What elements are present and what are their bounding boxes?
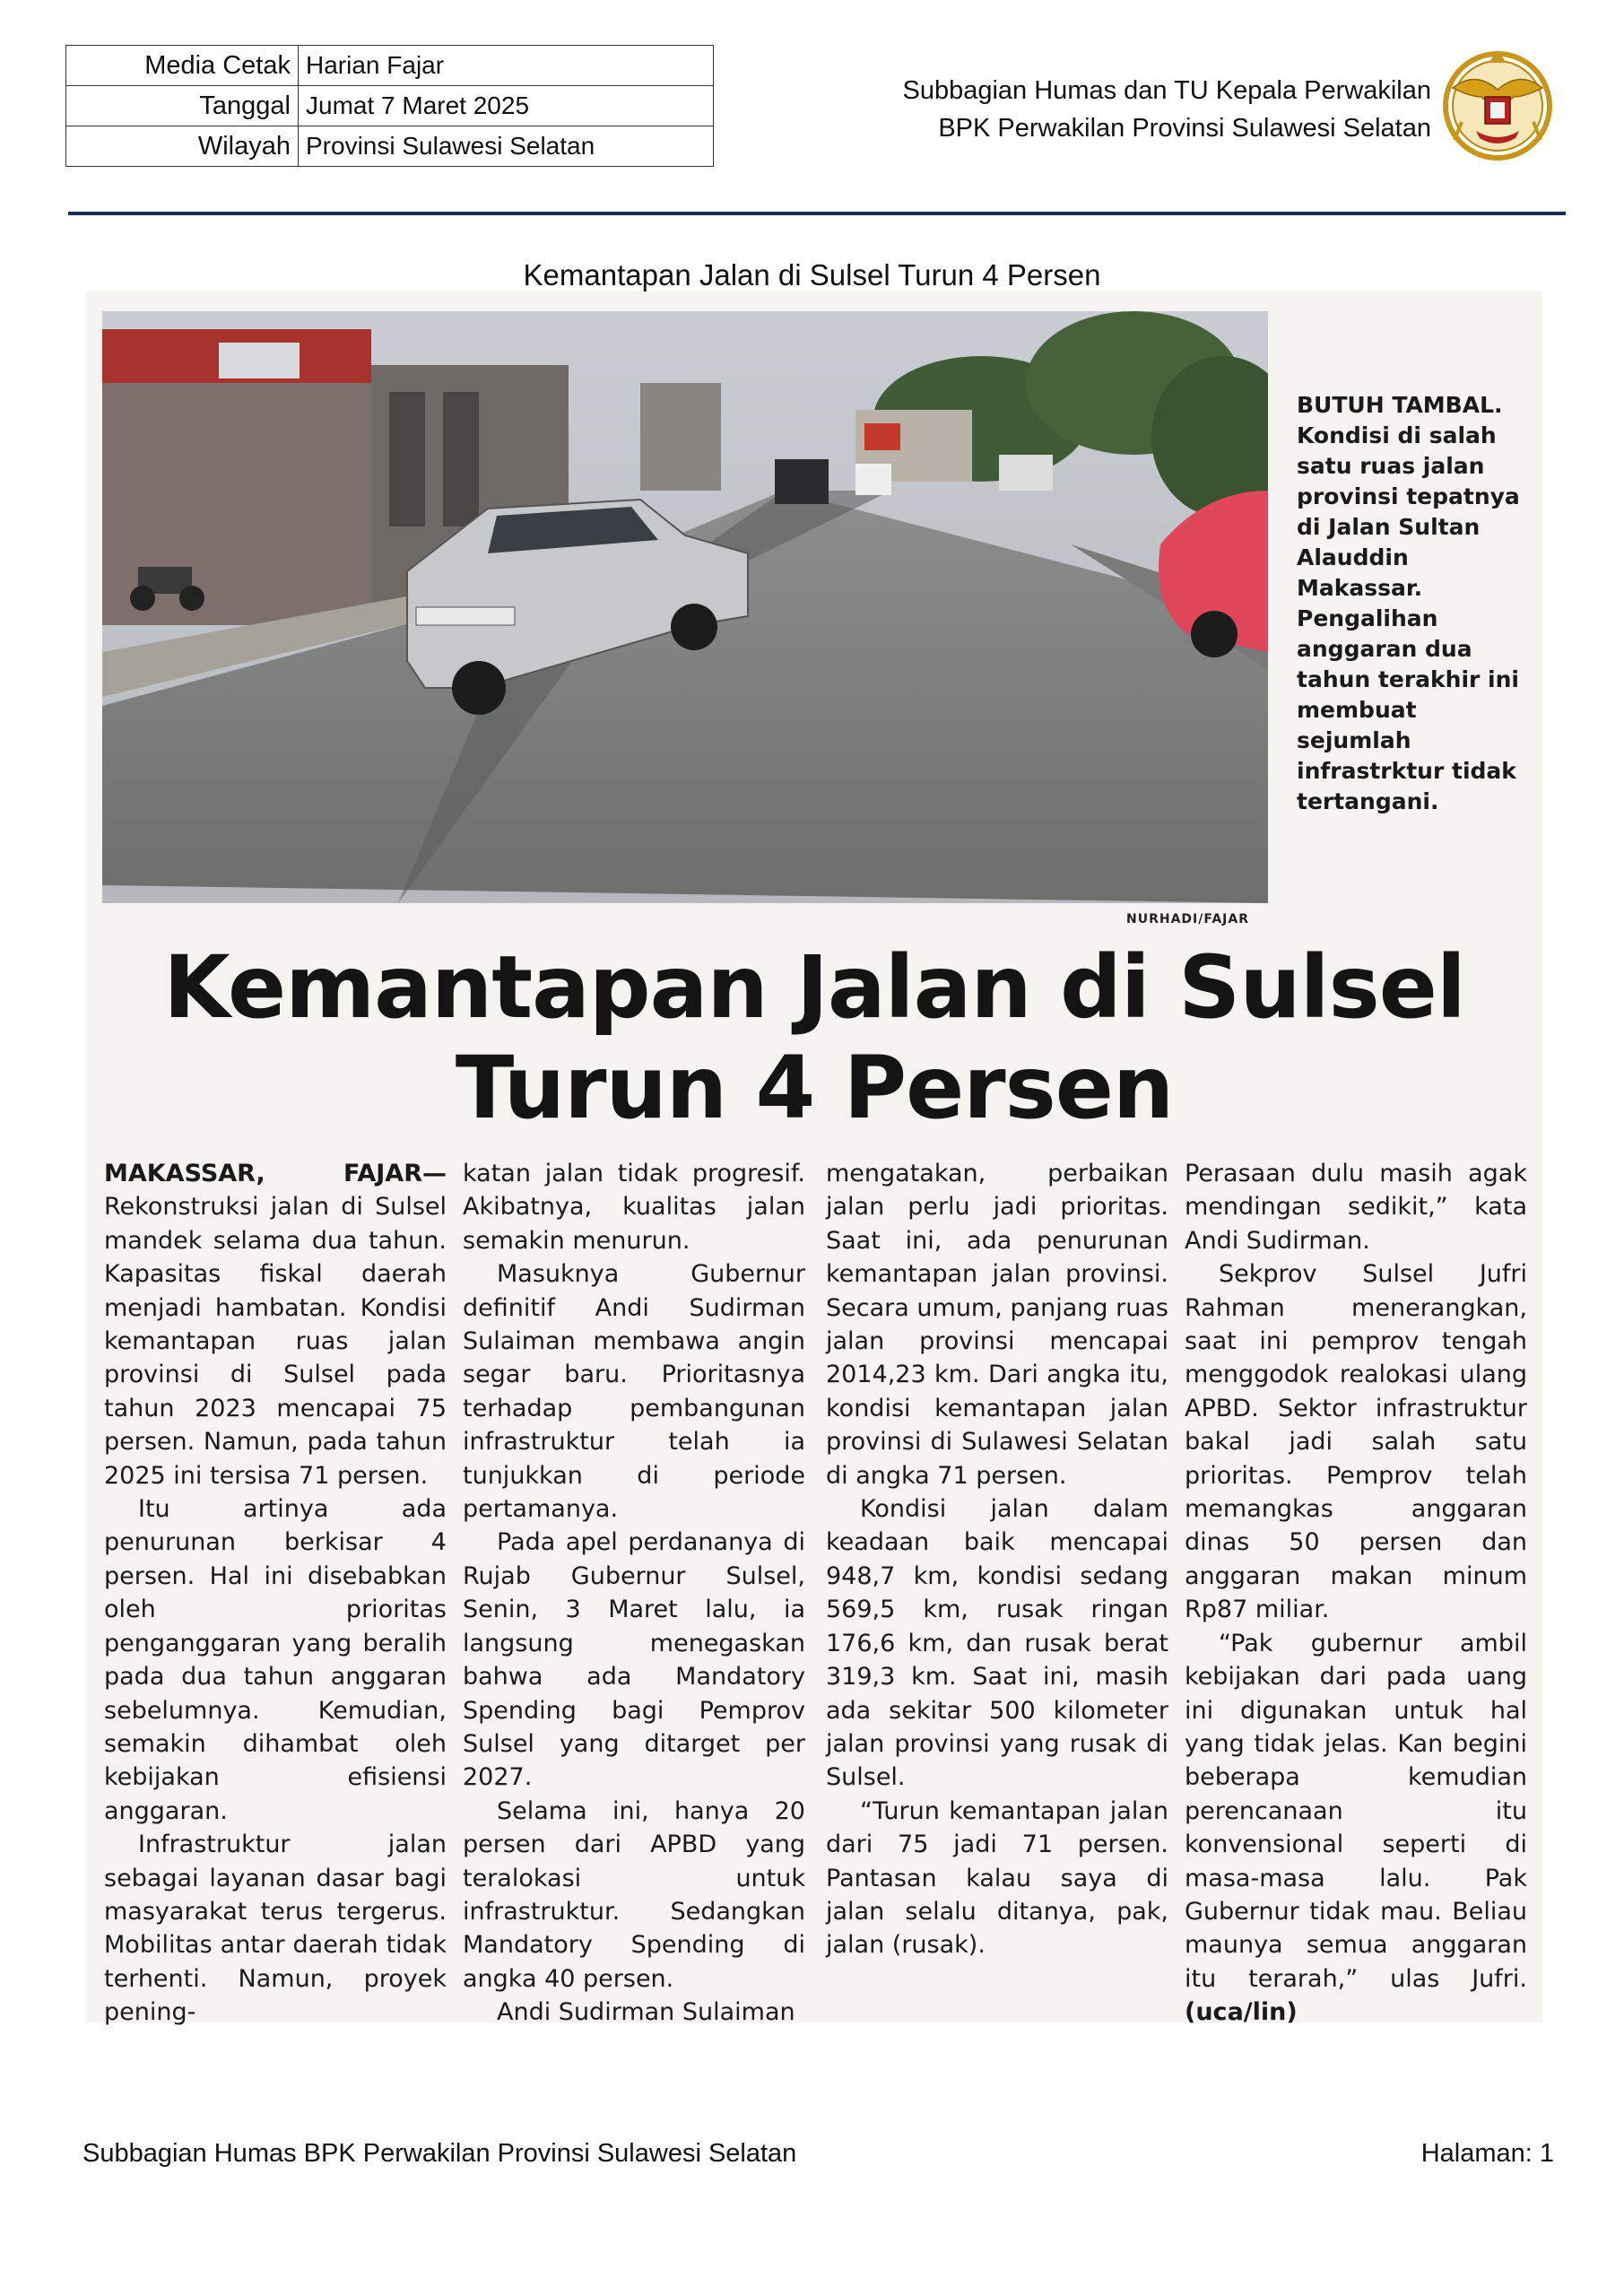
article-column-1	[104, 1157, 447, 2030]
article-paragraph: Itu artinya ada penurunan berkisar 4 persen. Hal ini disebabkan oleh prioritas penganggaran yang beralih pada dua tahun anggaran sebelumnya. Kemudian, semakin dihambat oleh kebijakan efisiensi anggaran.	[104, 1495, 447, 1825]
footer-office: Subbagian Humas BPK Perwakilan Provinsi Sulawesi Selatan	[83, 2139, 797, 2168]
office-line-1: Subbagian Humas dan TU Kepala Perwakilan	[902, 76, 1431, 105]
page-number: Halaman: 1	[1420, 2139, 1554, 2168]
article-paragraph: Kondisi jalan dalam keadaan baik mencapai 948,7 km, kondisi sedang 569,5 km, rusak ringan 176,6 km, dan rusak berat 319,3 km. Saat ini, masih ada sekitar 500 kilometer jalan provinsi yang rusak di Sulsel.	[826, 1495, 1168, 1792]
article-paragraph: “Turun kemantapan jalan dari 75 jadi 71 persen. Pantasan kalau saya di jalan selalu ditanya, pak, jalan (rusak).	[826, 1796, 1168, 1960]
office-line-2: BPK Perwakilan Provinsi Sulawesi Selatan	[938, 114, 1431, 143]
article-body	[104, 1157, 1530, 2027]
article-paragraph: Perasaan dulu masih agak mendingan sedikit,” kata Andi Sudirman.	[1185, 1160, 1527, 1255]
article-paragraph: Masuknya Gubernur definitif Andi Sudirman Sulaiman membawa angin segar baru. Prioritasnya terhadap pembangunan infrastruktur telah ia tunjukkan di periode pertamanya.	[463, 1260, 805, 1524]
date-row	[66, 86, 714, 126]
article-paragraph: Infrastruktur jalan sebagai layanan dasar bagi masyarakat terus tergerus. Mobilitas antar daerah tidak terhenti. Namun, proyek pening-	[104, 1831, 447, 2027]
article-headline	[86, 937, 1542, 1138]
media-value: Harian Fajar	[299, 46, 714, 86]
region-row	[66, 126, 714, 167]
date-value: Jumat 7 Maret 2025	[299, 86, 714, 126]
caption-heading: BUTUH TAMBAL.	[1297, 392, 1503, 418]
document-title: Kemantapan Jalan di Sulsel Turun 4 Persen	[523, 258, 1101, 291]
article-paragraph: Sekprov Sulsel Jufri Rahman menerangkan, saat ini pemprov tengah menggodok realokasi ulang APBD. Sektor infrastruktur bakal jadi salah satu prioritas. Pemprov telah memangkas anggaran dinas 50 persen dan anggaran makan minum Rp87 miliar.	[1185, 1260, 1527, 1624]
paragraph-text: “Pak gubernur ambil kebijakan dari pada uang ini digunakan untuk hal yang tidak jelas. Kan begini beberapa kemudian perencanaan itu konvensional seperti di masa-masa lalu. Pak Gubernur tidak mau. Beliau maunya semua anggaran itu terarah,” ulas Jufri.	[1185, 1629, 1527, 1993]
date-label: Tanggal	[66, 86, 299, 126]
headline-line-1: Kemantapan Jalan di Sulsel	[163, 937, 1465, 1038]
article-paragraph: Pada apel perdananya di Rujab Gubernur Sulsel, Senin, 3 Maret lalu, ia langsung menegaskan bahwa ada Mandatory Spending bagi Pemprov Sulsel yang ditarget per 2027.	[463, 1528, 805, 1792]
caption-body: Kondisi di salah satu ruas jalan provinsi tepatnya di Jalan Sultan Alauddin Makassar. Pengalihan anggaran dua tahun terakhir ini membuat sejumlah infrastrktur tidak tertangani.	[1297, 422, 1520, 814]
office-name	[903, 72, 1432, 147]
media-info-table	[65, 45, 714, 167]
article-paragraph: Selama ini, hanya 20 persen dari APBD yang teralokasi untuk infrastruktur. Sedangkan Mandatory Spending di angka 40 persen.	[463, 1796, 805, 1993]
region-value: Provinsi Sulawesi Selatan	[299, 126, 714, 167]
author-signature: (uca/lin)	[1185, 1998, 1298, 2027]
article-paragraph: katan jalan tidak progresif. Akibatnya, kualitas jalan semakin menurun.	[463, 1160, 805, 1255]
headline-line-2: Turun 4 Persen	[455, 1038, 1174, 1138]
media-row	[66, 46, 714, 86]
media-label: Media Cetak	[66, 46, 299, 86]
article-paragraph	[104, 1157, 447, 1492]
paragraph-text: Rekonstruksi jalan di Sulsel mandek selama dua tahun. Kapasitas fiskal daerah menjadi hambatan. Kondisi kemantapan ruas jalan provinsi di Sulsel pada tahun 2023 mencapai 75 persen. Namun, pada tahun 2025 ini tersisa 71 persen.	[104, 1193, 447, 1490]
bpk-emblem-icon	[1435, 34, 1560, 169]
article-paragraph: Andi Sudirman Sulaiman	[497, 1998, 795, 2027]
article-paragraph: mengatakan, perbaikan jalan perlu jadi prioritas. Saat ini, ada penurunan kemantapan jalan provinsi. Secara umum, panjang ruas jalan provinsi mencapai 2014,23 km. Dari angka itu, kondisi kemantapan jalan provinsi di Sulawesi Selatan di angka 71 persen.	[826, 1160, 1168, 1490]
article-column-2	[463, 1157, 805, 2030]
article-column-3	[826, 1157, 1168, 1962]
photo-credit: NURHADI/FAJAR	[1126, 912, 1249, 926]
road-photo	[102, 311, 1268, 903]
photo-caption	[1297, 390, 1521, 817]
region-label: Wilayah	[66, 126, 299, 167]
article-paragraph	[1185, 1627, 1527, 2030]
newspaper-clipping	[86, 291, 1542, 2027]
dateline: MAKASSAR, FAJAR—	[104, 1160, 447, 1187]
article-column-4	[1185, 1157, 1527, 2030]
header-divider	[68, 212, 1566, 215]
